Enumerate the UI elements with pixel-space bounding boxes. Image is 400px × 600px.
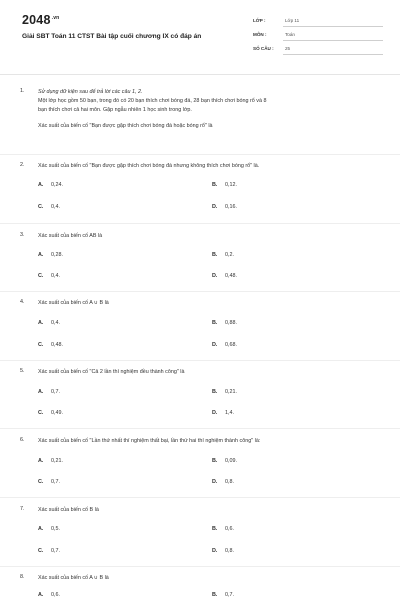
option-letter: D. [212,342,218,348]
question-lead: Sử dụng dữ kiện sau để trả lời các câu 1, 2. [38,89,143,95]
question-text: Xác suất của biến cố B là [38,507,99,513]
option-text: 0,6. [51,592,60,598]
header-divider [0,74,400,75]
meta-key: LỚP : [253,18,266,23]
option-letter: B. [212,389,218,395]
option-letter: C. [38,479,44,485]
question-divider [0,154,400,155]
option-letter: A. [38,252,44,258]
option-letter: A. [38,182,44,188]
page-header [0,0,400,70]
option-text: 0,7. [51,548,60,554]
option-text: 0,7. [51,479,60,485]
option-letter: C. [38,273,44,279]
question-number: 2. [20,162,25,168]
option-text: 0,16. [225,204,237,210]
question-number: 7. [20,506,25,512]
option-text: 1,4. [225,410,234,416]
option-letter: D. [212,273,218,279]
option-text: 0,68. [225,342,237,348]
meta-value: Lớp 11 [285,18,300,23]
option-letter: B. [212,320,218,326]
option-text: 0,48. [225,273,237,279]
option-text: 0,5. [51,526,60,532]
option-letter: D. [212,410,218,416]
question-line: Một lớp học gồm 50 bạn, trong đó có 20 bạn thích chơi bóng đá, 28 bạn thích chơi bóng rổ và 8 [38,98,267,104]
site-logo[interactable] [22,13,59,27]
question-text: Xác suất của biến cố A ∪ B là [38,300,109,306]
question-number: 5. [20,368,25,374]
question-divider [0,223,400,224]
option-text: 0,21. [225,389,237,395]
meta-key: MÔN : [253,32,267,37]
option-text: 0,4. [51,320,60,326]
question-divider [0,497,400,498]
option-text: 0,48. [51,342,63,348]
option-letter: C. [38,342,44,348]
question-number: 6. [20,437,25,443]
question-divider [0,428,400,429]
question-text: Xác suất của biến cố AB là [38,233,103,239]
question-divider [0,291,400,292]
question-line: bạn thích chơi cả hai môn. Gặp ngẫu nhiên 1 học sinh trong lớp. [38,107,192,113]
option-text: 0,28. [51,252,63,258]
option-text: 0,49. [51,410,63,416]
option-letter: C. [38,204,44,210]
option-text: 0,7. [225,592,234,598]
option-letter: A. [38,526,44,532]
question-divider [0,566,400,567]
meta-value: 25 [285,46,291,51]
option-text: 0,88. [225,320,237,326]
question-text [38,88,380,131]
option-text: 0,2. [225,252,234,258]
meta-key: SỐ CÂU : [253,46,274,51]
option-text: 0,6. [225,526,234,532]
option-text: 0,8. [225,548,234,554]
option-letter: B. [212,526,218,532]
question-number: 4. [20,299,25,305]
option-letter: B. [212,182,218,188]
option-letter: C. [38,548,44,554]
option-letter: B. [212,252,218,258]
option-text: 0,24. [51,182,63,188]
option-text: 0,4. [51,204,60,210]
question-text: Xác suất của biến cố "Bạn được gặp thích chơi bóng đá nhưng không thích chơi bóng rổ" là. [38,163,260,169]
meta-value: Toán [285,32,295,37]
question-text: Xác suất của biến cố A ∪ B là [38,575,109,581]
option-letter: D. [212,548,218,554]
question-text: Xác suất của biến cố "Lần thứ nhất thí nghiệm thất bại, lần thứ hai thí nghiệm thành công" là: [38,438,261,444]
logo-suffix: .vn [51,14,60,21]
question-divider [0,360,400,361]
option-text: 0,7. [51,389,60,395]
option-letter: D. [212,479,218,485]
option-text: 0,21. [51,458,63,464]
option-letter: B. [212,458,218,464]
option-text: 0,09. [225,458,237,464]
option-letter: A. [38,592,44,598]
option-letter: A. [38,458,44,464]
option-letter: B. [212,592,218,598]
option-text: 0,4. [51,273,60,279]
question-number: 8. [20,574,25,580]
question-number: 3. [20,232,25,238]
option-letter: A. [38,389,44,395]
option-text: 0,12. [225,182,237,188]
option-letter: D. [212,204,218,210]
option-letter: A. [38,320,44,326]
logo-text: 2048 [22,13,51,27]
option-text: 0,8. [225,479,234,485]
document-title: Giải SBT Toán 11 CTST Bài tập cuối chương IX có đáp án [22,33,202,40]
question-text: Xác suất của biến cố "Cả 2 lần thí nghiệm đều thành công" là [38,369,185,375]
option-letter: C. [38,410,44,416]
question-line: Xác suất của biến cố "Bạn được gặp thích chơi bóng đá hoặc bóng rổ" là [38,123,213,129]
question-number: 1. [20,88,25,94]
